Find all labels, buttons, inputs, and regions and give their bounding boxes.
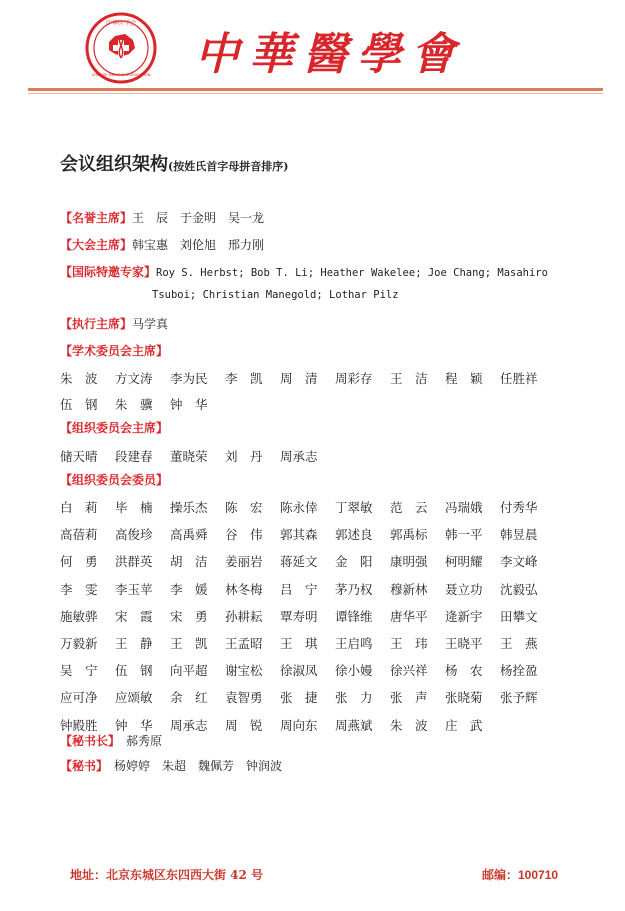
person-name: 丁翠敏 bbox=[335, 500, 373, 515]
person-name: 唐华平 bbox=[390, 608, 428, 624]
person-name: 康明强 bbox=[390, 554, 428, 570]
person-name: 吴 宁 bbox=[60, 663, 98, 679]
section-secretaries bbox=[60, 757, 282, 774]
person-name: 张 声 bbox=[390, 690, 428, 706]
person-name: 应可净 bbox=[60, 690, 98, 706]
person-name: 庄 武 bbox=[445, 717, 483, 733]
person-name: 毕 楠 bbox=[115, 500, 153, 515]
person-name: 王 凯 bbox=[170, 636, 208, 652]
person-name: 徐小嫚 bbox=[335, 663, 373, 679]
person-name: 王 玮 bbox=[390, 636, 428, 652]
person-name: 袁智勇 bbox=[225, 690, 263, 706]
person-name: 穆新林 bbox=[390, 581, 428, 597]
person-name: 何 勇 bbox=[60, 554, 98, 570]
section-label: 【名誉主席】 bbox=[60, 211, 133, 225]
person-name: 逄新宇 bbox=[445, 608, 483, 624]
person-name: 高俊珍 bbox=[115, 527, 153, 543]
section-secretary-general bbox=[60, 732, 162, 749]
person-name: 冯瑞娥 bbox=[445, 500, 483, 515]
person-name: 徐淑凤 bbox=[280, 663, 318, 679]
person-name: 李 雯 bbox=[60, 581, 98, 597]
person-name: 王晓平 bbox=[445, 636, 483, 652]
person-name: 洪群英 bbox=[115, 554, 153, 570]
org-member-names bbox=[60, 494, 560, 739]
person-name: 张晓菊 bbox=[445, 690, 483, 706]
person-name: 李为民 bbox=[170, 371, 208, 386]
person-name: 周承志 bbox=[280, 449, 318, 464]
person-name: 张 捷 bbox=[280, 690, 318, 706]
person-name: 应颂敏 bbox=[115, 690, 153, 706]
person-name: 周承志 bbox=[170, 717, 208, 733]
person-name: 朱 波 bbox=[390, 717, 428, 733]
person-name: 王 燕 bbox=[500, 636, 538, 652]
person-name: 白 莉 bbox=[60, 500, 98, 515]
section-names-line1: Roy S. Herbst; Bob T. Li; Heather Wakelee; Joe Chang; Masahiro bbox=[156, 267, 548, 279]
section-international bbox=[60, 263, 548, 280]
section-org-members-label: 【组织委员会委员】 bbox=[60, 473, 169, 487]
person-name: 茅乃权 bbox=[335, 581, 373, 597]
person-name: 范 云 bbox=[390, 500, 428, 515]
section-names: 郝秀原 bbox=[126, 734, 163, 748]
section-names: 王 辰 于金明 吴一龙 bbox=[132, 211, 265, 225]
association-logo bbox=[85, 12, 157, 84]
section-executive bbox=[60, 315, 168, 332]
person-name: 王 静 bbox=[115, 636, 153, 652]
person-name: 郭其森 bbox=[280, 527, 318, 543]
academic-names bbox=[60, 366, 560, 418]
person-name: 程 颖 bbox=[445, 371, 483, 386]
section-conference-chair bbox=[60, 236, 264, 253]
section-names: 马学真 bbox=[132, 317, 169, 331]
svg-text:CHINESE MEDICAL ASSOCIATION: CHINESE MEDICAL ASSOCIATION bbox=[91, 73, 151, 77]
person-name: 向平超 bbox=[170, 663, 208, 679]
person-name: 韩一平 bbox=[445, 527, 483, 543]
section-academic-label: 【学术委员会主席】 bbox=[60, 344, 169, 358]
person-name: 高禹舜 bbox=[170, 527, 208, 543]
person-name: 王 琪 bbox=[280, 636, 318, 652]
person-name: 刘 丹 bbox=[225, 449, 263, 464]
person-name: 柯明耀 bbox=[445, 554, 483, 570]
person-name: 宋 勇 bbox=[170, 608, 208, 624]
person-name: 李 凯 bbox=[225, 371, 263, 386]
person-name: 杨拴盈 bbox=[500, 663, 538, 679]
person-name: 高蓓莉 bbox=[60, 527, 98, 543]
person-name: 周向东 bbox=[280, 717, 318, 733]
section-label: 【秘书】 bbox=[60, 759, 109, 773]
person-name: 钟殿胜 bbox=[60, 717, 98, 733]
brand-title: 中華醫學會 bbox=[195, 29, 465, 80]
person-name: 储天晴 bbox=[60, 449, 98, 464]
section-label: 【大会主席】 bbox=[60, 238, 133, 252]
section-org-chair-label: 【组织委员会主席】 bbox=[60, 421, 169, 435]
person-name: 蒋延文 bbox=[280, 554, 318, 570]
person-name: 伍 钢 bbox=[60, 397, 98, 412]
person-name: 吕 宁 bbox=[280, 581, 318, 597]
person-name: 徐兴祥 bbox=[390, 663, 428, 679]
person-name: 田攀文 bbox=[500, 608, 538, 624]
person-name: 张予辉 bbox=[500, 690, 538, 706]
person-name: 胡 洁 bbox=[170, 554, 208, 570]
person-name: 韩昱晨 bbox=[500, 527, 538, 543]
person-name: 谢宝松 bbox=[225, 663, 263, 679]
person-name: 郭述良 bbox=[335, 527, 373, 543]
org-chair-names bbox=[60, 444, 560, 470]
person-name: 任胜祥 bbox=[500, 371, 538, 386]
person-name: 李 媛 bbox=[170, 581, 208, 597]
person-name: 段建春 bbox=[115, 449, 153, 464]
section-label: 【执行主席】 bbox=[60, 317, 133, 331]
section-label: 【秘书长】 bbox=[60, 734, 121, 748]
section-honorary bbox=[60, 209, 264, 226]
person-name: 陈永倖 bbox=[280, 500, 318, 515]
person-name: 周 锐 bbox=[225, 717, 263, 733]
person-name: 谭锋维 bbox=[335, 608, 373, 624]
person-name: 金 阳 bbox=[335, 554, 373, 570]
person-name: 王孟昭 bbox=[225, 636, 263, 652]
person-name: 董晓荣 bbox=[170, 449, 208, 464]
person-name: 万毅新 bbox=[60, 636, 98, 652]
person-name: 操乐杰 bbox=[170, 500, 208, 515]
person-name: 付秀华 bbox=[500, 500, 538, 515]
person-name: 周彩存 bbox=[335, 371, 373, 386]
person-name: 姜丽岩 bbox=[225, 554, 263, 570]
person-name: 余 红 bbox=[170, 690, 208, 706]
section-names: 杨婷婷 朱超 魏佩芳 钟润波 bbox=[114, 759, 283, 773]
document-title bbox=[60, 150, 288, 176]
person-name: 谷 伟 bbox=[225, 527, 263, 543]
person-name: 朱 骥 bbox=[115, 397, 153, 412]
header-divider bbox=[28, 88, 603, 91]
header-divider-thin bbox=[28, 93, 603, 94]
section-label: 【国际特邀专家】 bbox=[60, 265, 157, 279]
person-name: 周燕斌 bbox=[335, 717, 373, 733]
section-international-line2: Tsuboi; Christian Manegold; Lothar Pilz bbox=[152, 289, 399, 301]
person-name: 林冬梅 bbox=[225, 581, 263, 597]
person-name: 李玉苹 bbox=[115, 581, 153, 597]
person-name: 王 洁 bbox=[390, 371, 428, 386]
person-name: 李文峰 bbox=[500, 554, 538, 570]
person-name: 张 力 bbox=[335, 690, 373, 706]
person-name: 聂立功 bbox=[445, 581, 483, 597]
person-name: 伍 钢 bbox=[115, 663, 153, 679]
person-name: 朱 波 bbox=[60, 371, 98, 386]
person-name: 杨 农 bbox=[445, 663, 483, 679]
person-name: 钟 华 bbox=[170, 397, 208, 412]
person-name: 沈毅弘 bbox=[500, 581, 538, 597]
title-subtitle: (按姓氏首字母拼音排序) bbox=[168, 160, 289, 173]
person-name: 钟 华 bbox=[115, 717, 153, 733]
person-name: 孙耕耘 bbox=[225, 608, 263, 624]
svg-text:中华医学会: 中华医学会 bbox=[105, 20, 137, 27]
person-name: 覃寿明 bbox=[280, 608, 318, 624]
section-names: 韩宝惠 刘伦旭 邢力刚 bbox=[132, 238, 265, 252]
person-name: 陈 宏 bbox=[225, 500, 263, 515]
person-name: 施敏骅 bbox=[60, 608, 98, 624]
person-name: 王启鸣 bbox=[335, 636, 373, 652]
person-name: 郭禹标 bbox=[390, 527, 428, 543]
person-name: 方文涛 bbox=[115, 371, 153, 386]
person-name: 周 清 bbox=[280, 371, 318, 386]
footer-address: 地址：北京东城区东四西大街 42 号 bbox=[70, 868, 264, 882]
footer-postcode: 邮编：100710 bbox=[482, 868, 559, 882]
title-text: 会议组织架构 bbox=[60, 154, 168, 175]
person-name: 宋 霞 bbox=[115, 608, 153, 624]
